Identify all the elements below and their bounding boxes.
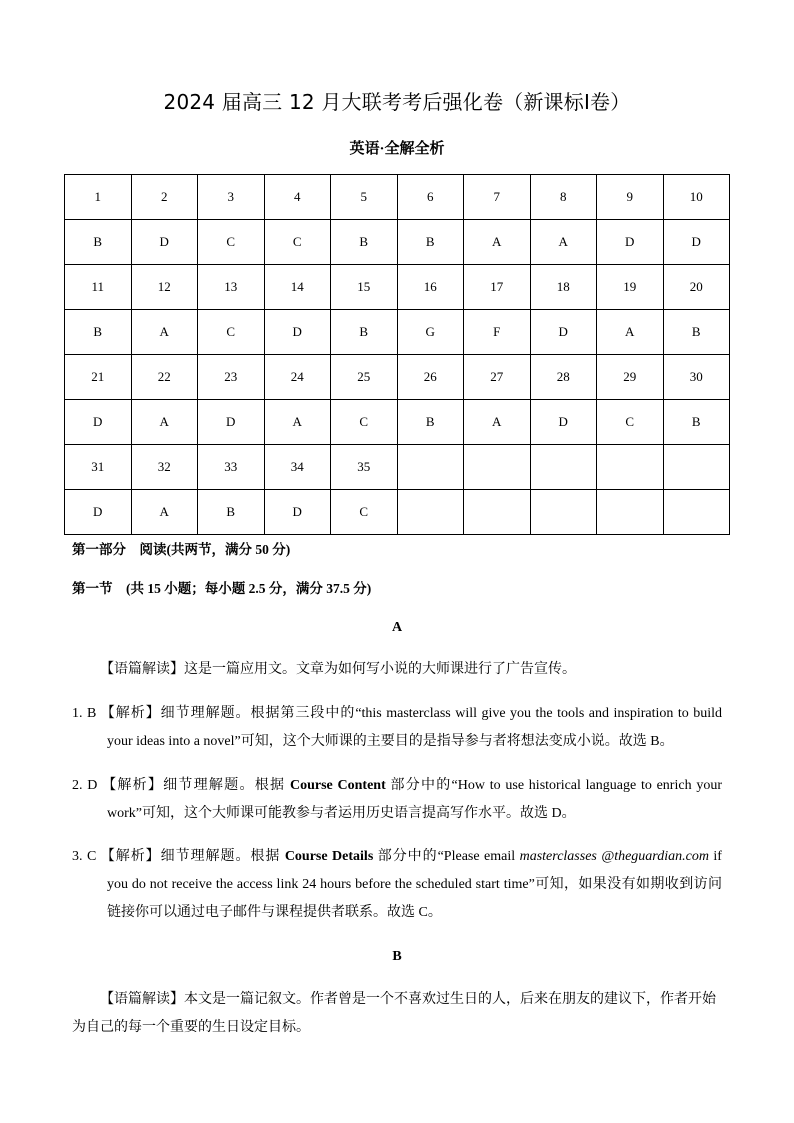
table-cell: 21: [65, 355, 132, 400]
passage-b-letter: B: [392, 949, 402, 964]
q3-keyword: Course Details: [284, 849, 374, 864]
table-cell: 23: [198, 355, 265, 400]
question-2-explanation: [72, 772, 722, 828]
table-cell: D: [198, 400, 265, 445]
table-cell: 19: [597, 265, 664, 310]
table-cell: D: [65, 490, 132, 535]
table-cell: [530, 445, 597, 490]
table-cell: B: [65, 220, 132, 265]
table-cell: D: [264, 490, 331, 535]
table-cell: B: [663, 400, 730, 445]
question-1-explanation: [72, 700, 722, 756]
table-cell: 22: [131, 355, 198, 400]
table-cell: [663, 490, 730, 535]
table-cell: 18: [530, 265, 597, 310]
q3-part-a: 3. C 【解析】细节理解题。根据: [72, 849, 285, 864]
table-cell: 2: [131, 175, 198, 220]
table-cell: 27: [464, 355, 531, 400]
q2-keyword: Course Content: [289, 778, 386, 793]
section-heading: 第一节 (共 15 小题；每小题 2.5 分，满分 37.5 分): [72, 581, 372, 596]
table-row: [65, 355, 730, 400]
question-2-text: [72, 772, 722, 828]
table-cell: A: [131, 400, 198, 445]
table-row: [65, 220, 730, 265]
table-cell: A: [464, 220, 531, 265]
page-title: 2024 届高三 12 月大联考考后强化卷（新课标Ⅰ卷）: [163, 90, 631, 114]
q2-part-a: 2. D 【解析】细节理解题。根据: [72, 778, 290, 793]
table-cell: D: [65, 400, 132, 445]
table-cell: C: [597, 400, 664, 445]
q3-email: masterclasses @theguardian.com: [519, 849, 709, 864]
table-cell: D: [597, 220, 664, 265]
table-cell: 35: [331, 445, 398, 490]
table-cell: 14: [264, 265, 331, 310]
table-row: [65, 400, 730, 445]
table-cell: [464, 490, 531, 535]
table-cell: 9: [597, 175, 664, 220]
q3-part-c: if you do not receive the access link 24 hours before the scheduled start time”可知，如果没有如期收到访问链接你可以通过电子邮件与课程提供者联系。故选 C。: [107, 849, 722, 920]
table-cell: C: [198, 220, 265, 265]
table-row: [65, 310, 730, 355]
table-cell: A: [131, 490, 198, 535]
table-cell: 31: [65, 445, 132, 490]
table-cell: D: [264, 310, 331, 355]
table-cell: G: [397, 310, 464, 355]
table-cell: A: [464, 400, 531, 445]
table-cell: 15: [331, 265, 398, 310]
question-3-explanation: [72, 843, 722, 927]
table-cell: 33: [198, 445, 265, 490]
table-cell: 8: [530, 175, 597, 220]
table-cell: B: [65, 310, 132, 355]
table-cell: 13: [198, 265, 265, 310]
table-cell: C: [264, 220, 331, 265]
table-cell: 26: [397, 355, 464, 400]
table-row: [65, 445, 730, 490]
table-cell: B: [331, 220, 398, 265]
table-cell: C: [198, 310, 265, 355]
table-cell: 1: [65, 175, 132, 220]
table-cell: 17: [464, 265, 531, 310]
table-cell: 20: [663, 265, 730, 310]
table-row: [65, 490, 730, 535]
table-cell: A: [530, 220, 597, 265]
table-cell: C: [331, 400, 398, 445]
table-cell: 25: [331, 355, 398, 400]
table-cell: 29: [597, 355, 664, 400]
table-cell: D: [663, 220, 730, 265]
table-row: [65, 175, 730, 220]
table-cell: [464, 445, 531, 490]
table-cell: B: [198, 490, 265, 535]
table-cell: [597, 490, 664, 535]
table-cell: 30: [663, 355, 730, 400]
table-cell: D: [131, 220, 198, 265]
passage-a-summary: 【语篇解读】这是一篇应用文。文章为如何写小说的大师课进行了广告宣传。: [100, 662, 576, 677]
table-cell: 34: [264, 445, 331, 490]
table-cell: B: [397, 400, 464, 445]
table-cell: [397, 490, 464, 535]
table-cell: 3: [198, 175, 265, 220]
page-subtitle: 英语·全解全析: [349, 141, 445, 157]
table-cell: [663, 445, 730, 490]
table-cell: 10: [663, 175, 730, 220]
table-cell: B: [397, 220, 464, 265]
q3-part-b: 部分中的“Please email: [373, 849, 520, 864]
question-1-text: 1. B 【解析】细节理解题。根据第三段中的“this masterclass will give you the tools and inspiration to build your ideas into a novel”可知，这个大师课的主要目的是指导参与者将想法变成小说。故选 B。: [72, 706, 722, 749]
table-cell: F: [464, 310, 531, 355]
answer-table: [64, 174, 730, 535]
q2-part-b: 部分中的“How to use historical language to enrich your work”可知，这个大师课可能教参与者运用历史语言提高写作水平。故选 D。: [107, 778, 722, 821]
table-cell: 32: [131, 445, 198, 490]
table-cell: 7: [464, 175, 531, 220]
table-cell: 11: [65, 265, 132, 310]
question-3-text: [72, 843, 722, 927]
table-cell: A: [131, 310, 198, 355]
table-cell: B: [663, 310, 730, 355]
table-cell: 4: [264, 175, 331, 220]
table-cell: [530, 490, 597, 535]
table-cell: 6: [397, 175, 464, 220]
table-cell: A: [264, 400, 331, 445]
table-cell: 24: [264, 355, 331, 400]
table-cell: 16: [397, 265, 464, 310]
part-heading: 第一部分 阅读(共两节，满分 50 分): [72, 542, 291, 557]
table-cell: [597, 445, 664, 490]
table-row: [65, 265, 730, 310]
passage-a-letter: A: [391, 620, 403, 635]
table-cell: C: [331, 490, 398, 535]
table-cell: D: [530, 310, 597, 355]
table-cell: 12: [131, 265, 198, 310]
table-cell: [397, 445, 464, 490]
passage-b-summary: 【语篇解读】本文是一篇记叙文。作者曾是一个不喜欢过生日的人，后来在朋友的建议下，作者开始为自己的每一个重要的生日设定目标。: [72, 992, 716, 1035]
table-cell: D: [530, 400, 597, 445]
table-cell: 28: [530, 355, 597, 400]
table-cell: B: [331, 310, 398, 355]
table-cell: A: [597, 310, 664, 355]
table-cell: 5: [331, 175, 398, 220]
